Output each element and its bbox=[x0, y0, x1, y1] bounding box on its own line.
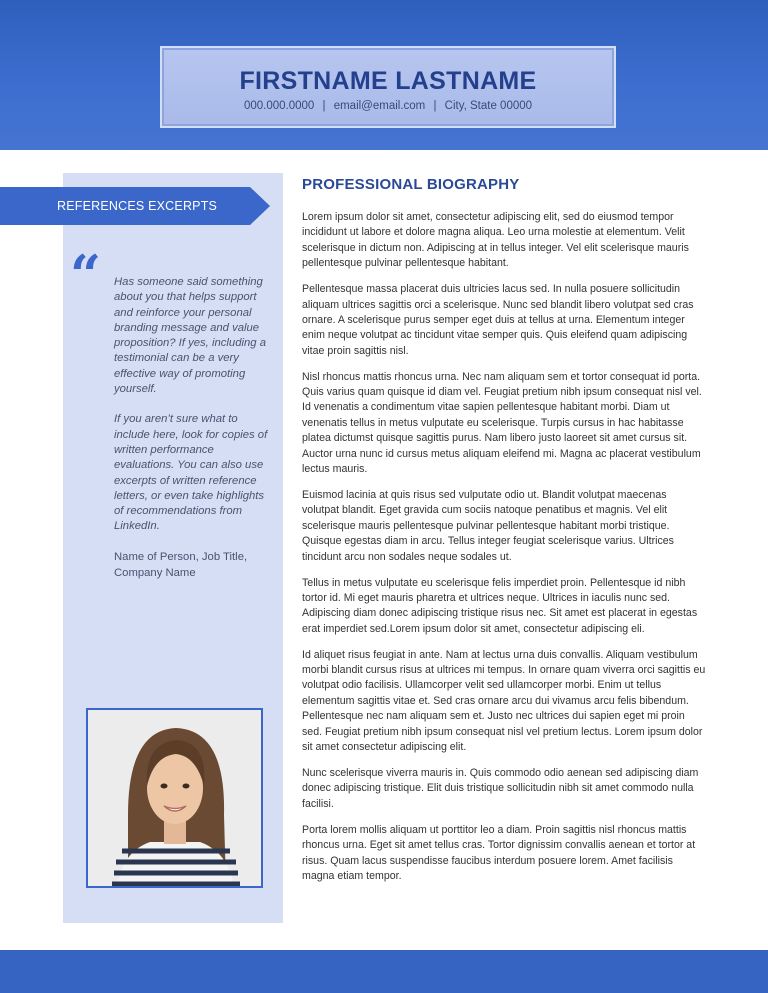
person-photo-icon bbox=[86, 708, 263, 888]
references-banner-label: REFERENCES EXCERPTS bbox=[57, 199, 218, 213]
portrait-illustration bbox=[88, 710, 261, 886]
candidate-name: FIRSTNAME LASTNAME bbox=[239, 67, 537, 95]
location: City, State 00000 bbox=[444, 100, 533, 112]
biography-title: PROFESSIONAL BIOGRAPHY bbox=[302, 176, 520, 193]
bio-paragraph: Porta lorem mollis aliquam ut porttitor leo a diam. Proin sagittis nisl rhoncus mattis rhoncus urna. Eget sit amet tellus cras. Tortor dignissim convallis aenean et tortor at risus. Quam lacus suspendisse faucibus interdum posuere lorem. Amet facilisis magna etiam tempor. bbox=[302, 823, 696, 882]
reference-name: Name of Person, Job Title, Company Name bbox=[114, 551, 248, 579]
email-address: email@email.com bbox=[333, 100, 426, 112]
bio-paragraph: Pellentesque massa placerat duis ultricies lacus sed. In nulla posuere sollicitudin aliquam ultrices sagittis orci a scelerisque. Nunc sed blandit libero volutpat sed cras ornare. A scelerisque purus semper eget duis at tellus at urna. Elementum integer enim neque volutpat ac tincidunt vitae semper quis. Quis eleifend quam adipiscing vitae proin sagittis nisl. bbox=[302, 283, 694, 357]
reference-quote bbox=[114, 275, 274, 550]
phone-number: 000.000.0000 bbox=[243, 100, 315, 112]
bio-paragraph: Lorem ipsum dolor sit amet, consectetur adipiscing elit, sed do eiusmod tempor incididunt ut labore et dolore magna aliqua. Leo urna molestie at elementum. Velit scelerisque in dictum non. Adipiscing at in tellus integer. Vel elit scelerisque mauris pellentesque pulvinar pellentesque habitant. bbox=[302, 211, 689, 270]
bio-paragraph: Nunc scelerisque viverra mauris in. Quis commodo odio aenean sed adipiscing diam donec adipiscing tristique. Elit duis tristique sollicitudin nibh sit amet commodo nulla facilisi. bbox=[302, 767, 699, 810]
bio-paragraph: Tellus in metus vulputate eu scelerisque felis imperdiet proin. Pellentesque id nibh tortor id. Mi eget mauris pharetra et ultrices neque. Ultrices in iaculis nunc sed. Adipiscing diam donec adipiscing tristique risus nec. Sit amet est placerat in egestas erat imperdiet sed.Lorem ipsum dolor sit amet, consectetur adipiscing eli. bbox=[302, 576, 698, 635]
quote-mark-icon: “ bbox=[70, 243, 102, 307]
contact-line bbox=[162, 100, 614, 112]
quote-paragraph: If you aren’t sure what to include here, look for copies of written performance evaluations. You can also use excerpts of written reference letters, or even take highlights of recommendations from LinkedIn. bbox=[114, 413, 268, 533]
quote-paragraph: Has someone said something about you that helps support and reinforce your personal branding message and value proposition? If yes, including a testimonial can be a very effective way of promoting yourself. bbox=[114, 276, 266, 396]
biography-body bbox=[302, 210, 706, 895]
bio-paragraph: Nisl rhoncus mattis rhoncus urna. Nec nam aliquam sem et tortor consequat id porta. Quis varius quam quisque id diam vel. Feugiat pretium nibh ipsum consequat nisl vel. Id venenatis a condimentum vitae sapien pellentesque habitant morbi. Diam ut venenatis tellus in metus vulputate eu scelerisque. Turpis cursus in hac habitasse platea dictumst quisque sagittis purus. Nam libero justo laoreet sit amet cursus sit. Auctor urna nunc id cursus metus aliquam eleifend mi. Magna ac placerat vestibulum lectus mauris. bbox=[302, 370, 702, 476]
footer-band bbox=[0, 950, 768, 993]
contact-separator: | bbox=[433, 100, 437, 112]
references-banner bbox=[0, 187, 270, 225]
name-box bbox=[160, 46, 616, 128]
contact-separator: | bbox=[322, 100, 326, 112]
bio-paragraph: Euismod lacinia at quis risus sed vulputate odio ut. Blandit volutpat maecenas volutpat blandit. Eget gravida cum sociis natoque penatibus et magnis. Vel elit scelerisque mauris pellentesque pulvinar pellentesque habitant morbi tristique. Quisque egestas diam in arcu. Tellus integer feugiat scelerisque varius. Ultrices tincidunt arcu non sodales neque sodales ut. bbox=[302, 489, 674, 563]
bio-paragraph: Id aliquet risus feugiat in ante. Nam at lectus urna duis convallis. Aliquam vestibulum morbi blandit cursus risus at ultrices mi tempus. In ornare quam viverra orci sagittis eu volutpat odio facilisis. Ullamcorper velit sed ullamcorper morbi. Enim ut tellus elementum sagittis vitae et. Sed cras ornare arcu dui vivamus arcu felis bibendum. Pellentesque nec nam aliquam sem et. Justo nec ultrices dui sapien eget mi proin sed. Feugiat pretium nibh ipsum consequat nisl vel pretium lectus. Lorem ipsum dolor sit amet consectetur adipiscing elit. bbox=[302, 648, 706, 754]
